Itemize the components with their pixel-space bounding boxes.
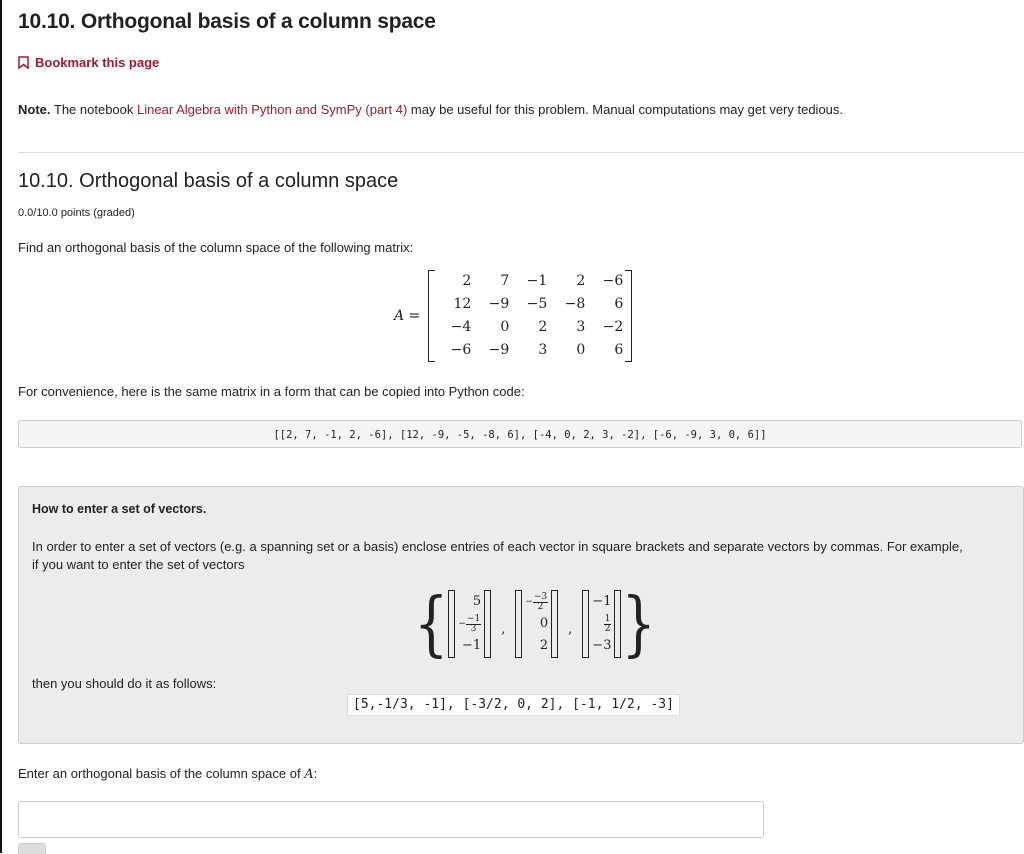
vector-entry: 3: [470, 623, 477, 634]
bookmark-label: Bookmark this page: [35, 55, 160, 70]
example-vector-1: [455, 591, 484, 657]
vector-entry: −3: [592, 638, 612, 653]
matrix-cell: 7: [500, 273, 510, 289]
matrix-a: [394, 270, 632, 362]
problem-prompt: Find an orthogonal basis of the column space of the following matrix:: [18, 240, 414, 255]
matrix-cell: −6: [450, 342, 472, 358]
matrix-right-bracket: [625, 270, 632, 362]
matrix-cell: −4: [450, 319, 472, 335]
convenience-text: For convenience, here is the same matrix in a form that can be copied into Python code:: [18, 384, 525, 399]
answer-label: Enter an orthogonal basis of the column space of A:: [18, 766, 318, 782]
vector-entry: −3: [533, 591, 548, 602]
matrix-cell: 2: [462, 273, 472, 289]
vector-entry: 1: [604, 613, 611, 624]
matrix-cell: 0: [576, 342, 586, 358]
example-vector-set: { 5 − $\frac{-1}{3}$ −1 , − $\frac{-3}{2}$ 0 2 , −1 $\frac{1}{2}$ −3 }: [414, 582, 656, 665]
vector-entry: 2: [539, 638, 549, 653]
matrix-cell: 3: [538, 342, 548, 358]
matrix-left-bracket: [428, 270, 435, 362]
fraction: −: [458, 618, 466, 629]
problem-title: 10.10. Orthogonal basis of a column space: [18, 170, 399, 192]
example-vector-3: [589, 591, 614, 657]
matrix-cell: −5: [526, 296, 548, 312]
example-vector-2: − $\frac{-3}{2}$ 0 2: [522, 591, 551, 657]
vector-entry: 2: [537, 601, 544, 612]
matrix-cell: −8: [564, 296, 586, 312]
left-brace: {: [414, 582, 449, 665]
example-code: [5,-1/3, -1], [-3/2, 0, 2], [-1, 1/2, -3]: [347, 694, 680, 716]
matrix-label: A =: [394, 308, 421, 324]
divider: [18, 152, 1024, 153]
matrix-cell: −9: [488, 296, 510, 312]
python-code-block[interactable]: [[2, 7, -1, 2, -6], [12, -9, -5, -8, 6], [-4, 0, 2, 3, -2], [-6, -9, 3, 0, 6]]: [18, 420, 1022, 448]
vector-entry: −1: [592, 594, 612, 609]
matrix-cell: −1: [526, 273, 548, 289]
note: [18, 102, 843, 117]
vector-entry: −1: [466, 613, 481, 624]
points-status: 0.0/10.0 points (graded): [18, 207, 135, 219]
matrix-cell: 2: [576, 273, 586, 289]
matrix-grid: [435, 270, 625, 362]
help-title: How to enter a set of vectors.: [32, 502, 207, 516]
matrix-cell: 12: [453, 296, 472, 312]
matrix-cell: 3: [576, 319, 586, 335]
note-label: Note.: [18, 102, 51, 117]
answer-input[interactable]: [18, 801, 764, 838]
bookmark-button[interactable]: [18, 55, 159, 70]
matrix-cell: 2: [538, 319, 548, 335]
vector-entry: 2: [604, 623, 611, 634]
matrix-cell: −6: [602, 273, 624, 289]
bookmark-icon: [18, 56, 29, 69]
vector-entry: 0: [539, 616, 549, 631]
vector-entry: 5: [472, 594, 482, 609]
matrix-cell: 0: [500, 319, 510, 335]
follow-text: then you should do it as follows:: [32, 676, 217, 691]
matrix-cell: −2: [602, 319, 624, 335]
help-text: In order to enter a set of vectors (e.g. a spanning set or a basis) enclose entries of each vector in square brackets and separate vectors by commas. For example, if you want to enter the set of vectors: [32, 539, 963, 572]
help-box: [18, 486, 1024, 744]
notebook-link[interactable]: Linear Algebra with Python and SymPy (part 4): [137, 102, 408, 117]
note-post: may be useful for this problem. Manual computations may get very tedious.: [410, 102, 844, 117]
page-title: 10.10. Orthogonal basis of a column space: [18, 10, 436, 33]
note-pre: The notebook: [53, 102, 134, 117]
submit-button[interactable]: [18, 843, 46, 854]
matrix-cell: 6: [614, 296, 624, 312]
matrix-cell: −9: [488, 342, 510, 358]
vector-entry: −1: [462, 638, 482, 653]
left-border: [0, 0, 2, 853]
answer-label-var: A: [304, 767, 314, 782]
right-brace: }: [621, 582, 656, 665]
matrix-cell: 6: [614, 342, 624, 358]
